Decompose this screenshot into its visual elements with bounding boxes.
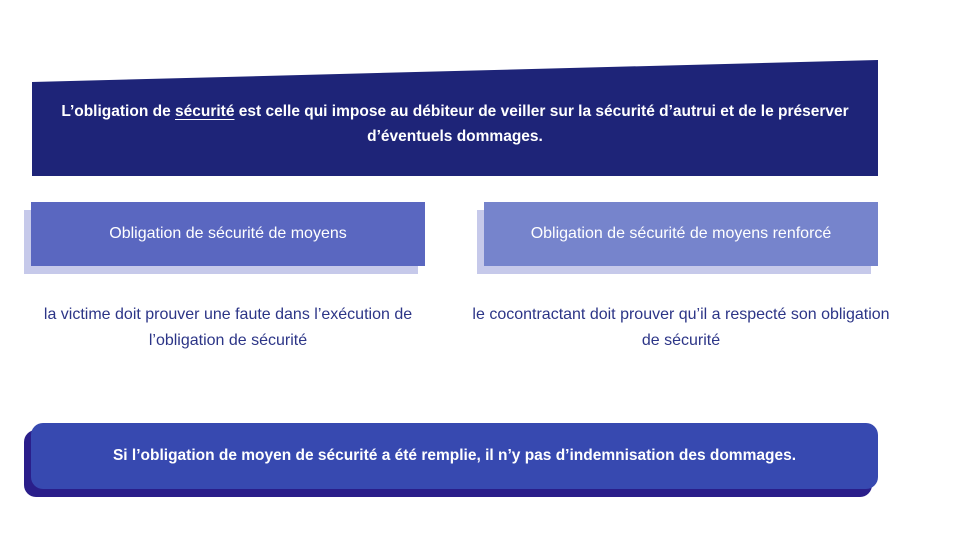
definition-underlined-term: sécurité xyxy=(175,103,235,120)
definition-text-start: L’obligation de xyxy=(61,103,175,120)
card-title: Obligation de sécurité de moyens xyxy=(31,202,425,266)
card-title: Obligation de sécurité de moyens renforcé xyxy=(484,202,878,266)
description-moyens-renforce: le cocontractant doit prouver qu’il a respecté son obligation de sécurité xyxy=(472,306,890,349)
definition-text xyxy=(32,99,878,149)
conclusion-text: Si l’obligation de moyen de sécurité a été remplie, il n’y pas d’indemnisation des dommages. xyxy=(112,447,797,464)
conclusion-box xyxy=(31,423,878,489)
description-moyens: la victime doit prouver une faute dans l’exécution de l’obligation de sécurité xyxy=(43,306,413,349)
definition-text-end: est celle qui impose au débiteur de veiller sur la sécurité d’autrui et de le préserver d’éventuels dommages. xyxy=(234,103,849,145)
card-obligation-moyens xyxy=(31,202,425,266)
card-obligation-moyens-renforce xyxy=(484,202,878,266)
